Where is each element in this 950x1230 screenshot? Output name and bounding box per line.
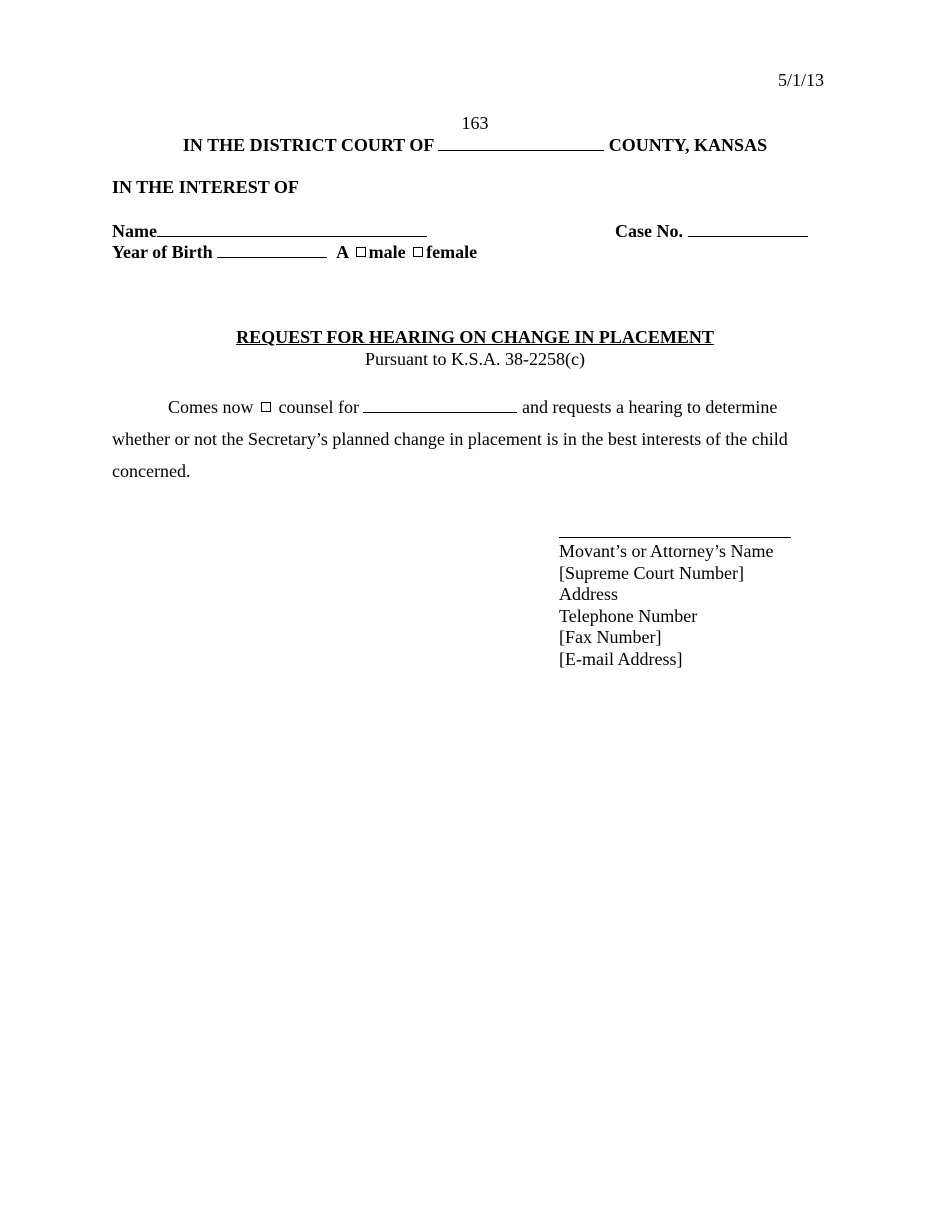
age-label: A [336,242,349,262]
signature-attorney-name: Movant’s or Attorney’s Name [559,541,774,561]
signature-telephone: Telephone Number [559,605,698,626]
case-number-label: Case No. [615,221,683,241]
court-heading-prefix: IN THE DISTRICT COURT OF [182,135,434,155]
page-number: 163 [461,113,489,133]
county-blank[interactable] [438,136,604,151]
request-text-part1: Comes now [168,397,254,417]
document-title: REQUEST FOR HEARING ON CHANGE IN PLACEMENT [236,327,714,347]
name-label: Name [112,221,157,241]
name-blank[interactable] [157,222,427,237]
signature-supreme-court-number: [Supreme Court Number] [559,562,744,583]
counsel-for-blank[interactable] [363,398,517,413]
case-number-blank[interactable] [688,222,808,237]
signature-address: Address [559,584,618,604]
year-of-birth-blank[interactable] [217,243,327,258]
signature-fax: [Fax Number] [559,627,662,647]
signature-line[interactable] [559,537,791,538]
interest-of-label: IN THE INTEREST OF [112,177,299,197]
female-label: female [426,242,478,262]
court-heading-suffix: COUNTY, KANSAS [608,135,768,155]
counsel-checkbox[interactable] [261,402,271,412]
male-label: male [368,242,406,262]
document-subtitle: Pursuant to K.S.A. 38-2258(c) [365,349,585,369]
court-heading [0,135,950,157]
request-text-part3: and requests a hearing to determine whether or not the Secretary’s planned change in placement is in the best interests of the child concerned. [112,397,788,481]
signature-email: [E-mail Address] [559,648,683,669]
request-paragraph [112,391,824,487]
birth-row [112,242,477,264]
signature-block [559,541,773,670]
male-checkbox[interactable] [356,247,366,257]
case-number-row [615,221,808,243]
document-date: 5/1/13 [777,70,824,90]
year-of-birth-label: Year of Birth [112,242,213,262]
request-text-part2: counsel for [278,397,359,417]
female-checkbox[interactable] [413,247,423,257]
name-row [112,221,427,243]
